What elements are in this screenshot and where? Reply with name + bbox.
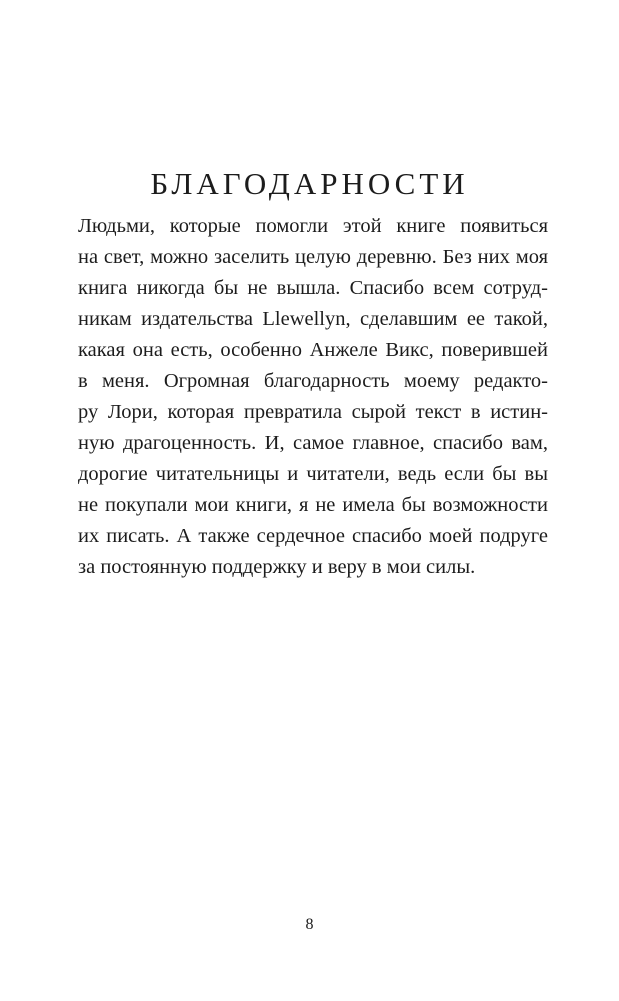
paragraph-line: их писать. А также сердечное спасибо моей подруге (78, 525, 548, 547)
paragraph-line: не покупали мои книги, я не имела бы возможности (78, 494, 548, 516)
paragraph-line: на свет, можно заселить целую деревню. Без них моя (78, 246, 548, 268)
paragraph-line: в меня. Огромная благодарность моему редакто- (78, 370, 548, 392)
paragraph-line: дорогие читательницы и читатели, ведь если бы вы (78, 463, 548, 485)
paragraph-line: ру Лори, которая превратила сырой текст в истин- (78, 401, 548, 423)
paragraph-line: книга никогда бы не вышла. Спасибо всем сотруд- (78, 277, 548, 299)
paragraph-line: ную драгоценность. И, самое главное, спасибо вам, (78, 432, 548, 454)
paragraph-line: какая она есть, особенно Анжеле Викс, поверившей (78, 339, 548, 361)
paragraph-line: за постоянную поддержку и веру в мои силы. (78, 556, 476, 578)
paragraph-line: Людьми, которые помогли этой книге появиться (78, 215, 548, 237)
page-number: 8 (305, 916, 314, 933)
acknowledgments-paragraph (78, 211, 548, 583)
page-title: БЛАГОДАРНОСТИ (150, 166, 469, 201)
paragraph-line: никам издательства Llewellyn, сделавшим ее такой, (78, 308, 548, 330)
